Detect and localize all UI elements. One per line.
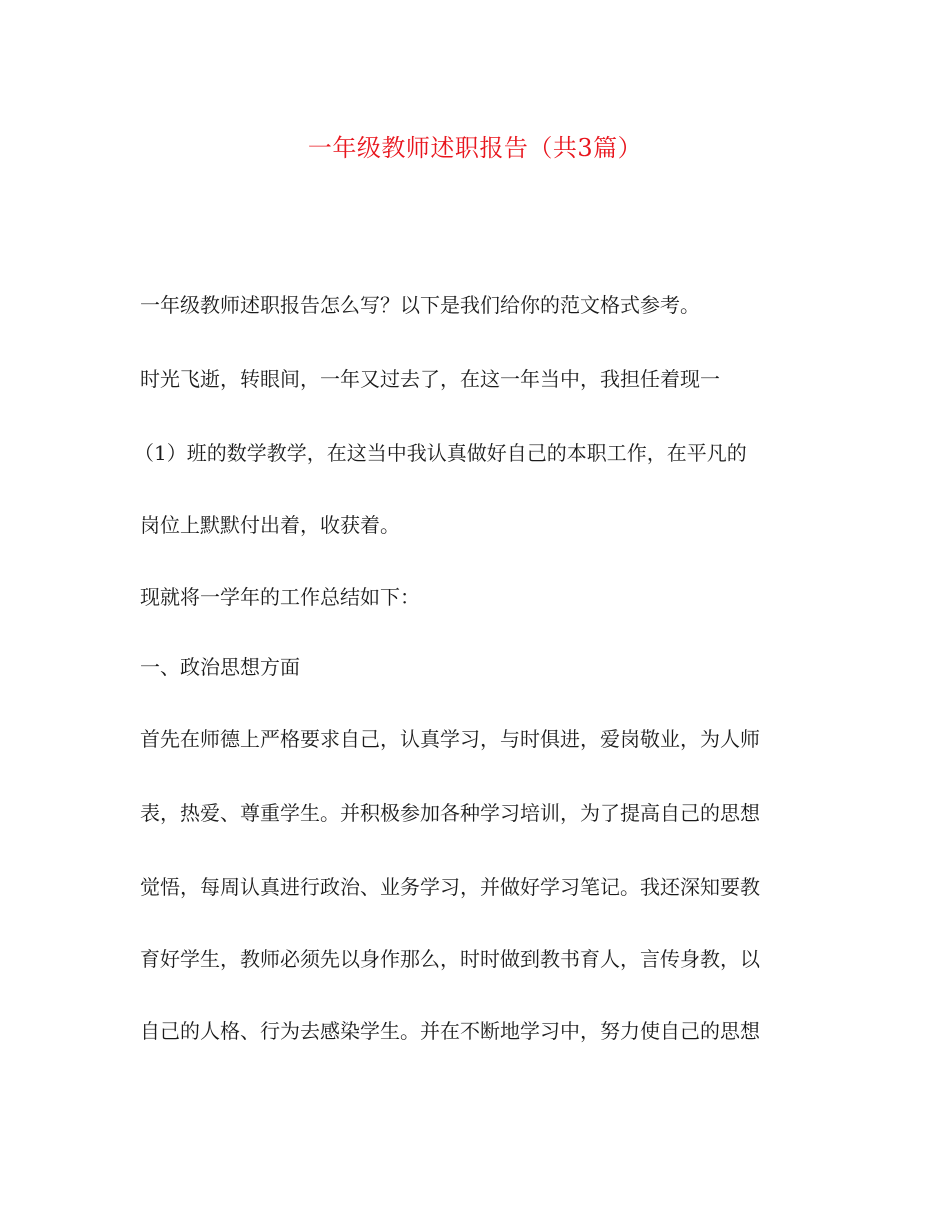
paragraph-line: 育好学生，教师必须先以身作那么，时时做到教书育人，言传身教，以 <box>140 947 760 971</box>
paragraph-line: 时光飞逝，转眼间，一年又过去了，在这一年当中，我担任着现一 <box>140 367 720 391</box>
paragraph-line: 表，热爱、尊重学生。并积极参加各种学习培训，为了提高自己的思想 <box>140 801 760 825</box>
document-title: 一年级教师述职报告（共3篇） <box>307 134 643 162</box>
intro-line: 一年级教师述职报告怎么写？以下是我们给你的范文格式参考。 <box>140 293 700 317</box>
section-heading: 一、政治思想方面 <box>140 655 300 679</box>
paragraph-line: 觉悟，每周认真进行政治、业务学习，并做好学习笔记。我还深知要教 <box>140 875 760 899</box>
paragraph-line: 首先在师德上严格要求自己，认真学习，与时俱进，爱岗敬业，为人师 <box>140 727 760 751</box>
paragraph-line: 自己的人格、行为去感染学生。并在不断地学习中，努力使自己的思想 <box>140 1019 760 1043</box>
paragraph-line: 现就将一学年的工作总结如下： <box>140 585 420 609</box>
paragraph-line: 岗位上默默付出着，收获着。 <box>140 513 400 537</box>
paragraph-line: （1）班的数学教学，在这当中我认真做好自己的本职工作，在平凡的 <box>134 441 747 465</box>
